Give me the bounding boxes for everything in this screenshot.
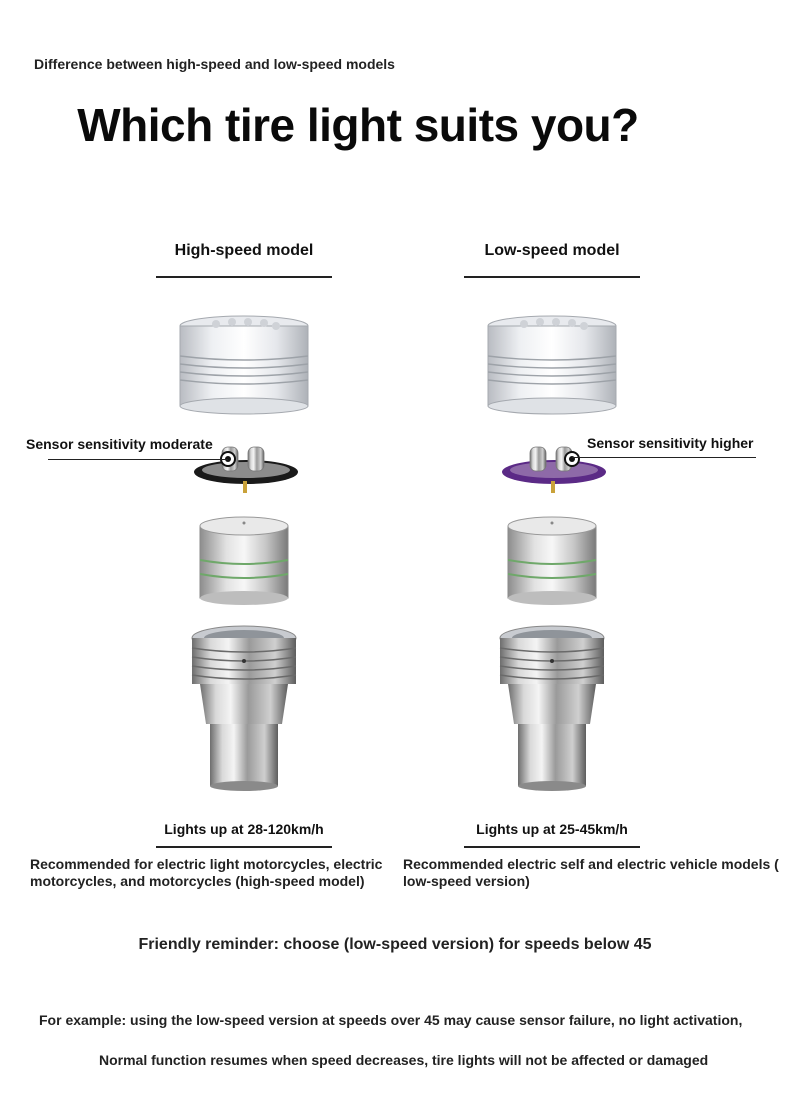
subtitle: Difference between high-speed and low-speed models <box>34 56 395 72</box>
recommendation-high-speed: Recommended for electric light motorcycles, electric motorcycles, and motorcycles (high-speed model) <box>30 856 383 889</box>
model-title-high-speed: High-speed model <box>174 242 314 259</box>
note-line-2: Normal function resumes when speed decreases, tire lights will not be affected or damaged <box>99 1052 709 1068</box>
speed-underline-high-speed <box>156 846 332 848</box>
recommendation-low-speed: Recommended electric self and electric vehicle models ( low-speed version) <box>403 856 779 889</box>
note-line-1: For example: using the low-speed version at speeds over 45 may cause sensor failure, no light activation, <box>39 1012 743 1028</box>
battery-module-icon <box>506 516 598 606</box>
sensor-pointer-line <box>572 457 756 458</box>
speed-label-high-speed: Lights up at 28-120km/h <box>164 821 324 837</box>
friendly-reminder: Friendly reminder: choose (low-speed version) for speeds below 45 <box>138 936 652 953</box>
title-underline-high-speed <box>156 276 332 278</box>
speed-label-low-speed: Lights up at 25-45km/h <box>476 821 628 837</box>
threaded-base-icon <box>498 624 606 792</box>
sensor-label-low-speed: Sensor sensitivity higher <box>587 435 754 451</box>
title-underline-low-speed <box>464 276 640 278</box>
sensor-pointer-line <box>48 459 228 460</box>
speed-underline-low-speed <box>464 846 640 848</box>
sensor-label-high-speed: Sensor sensitivity moderate <box>26 436 213 452</box>
battery-module-icon <box>198 516 290 606</box>
headline: Which tire light suits you? <box>77 99 639 151</box>
threaded-base-icon <box>190 624 298 792</box>
model-title-low-speed: Low-speed model <box>484 242 620 259</box>
